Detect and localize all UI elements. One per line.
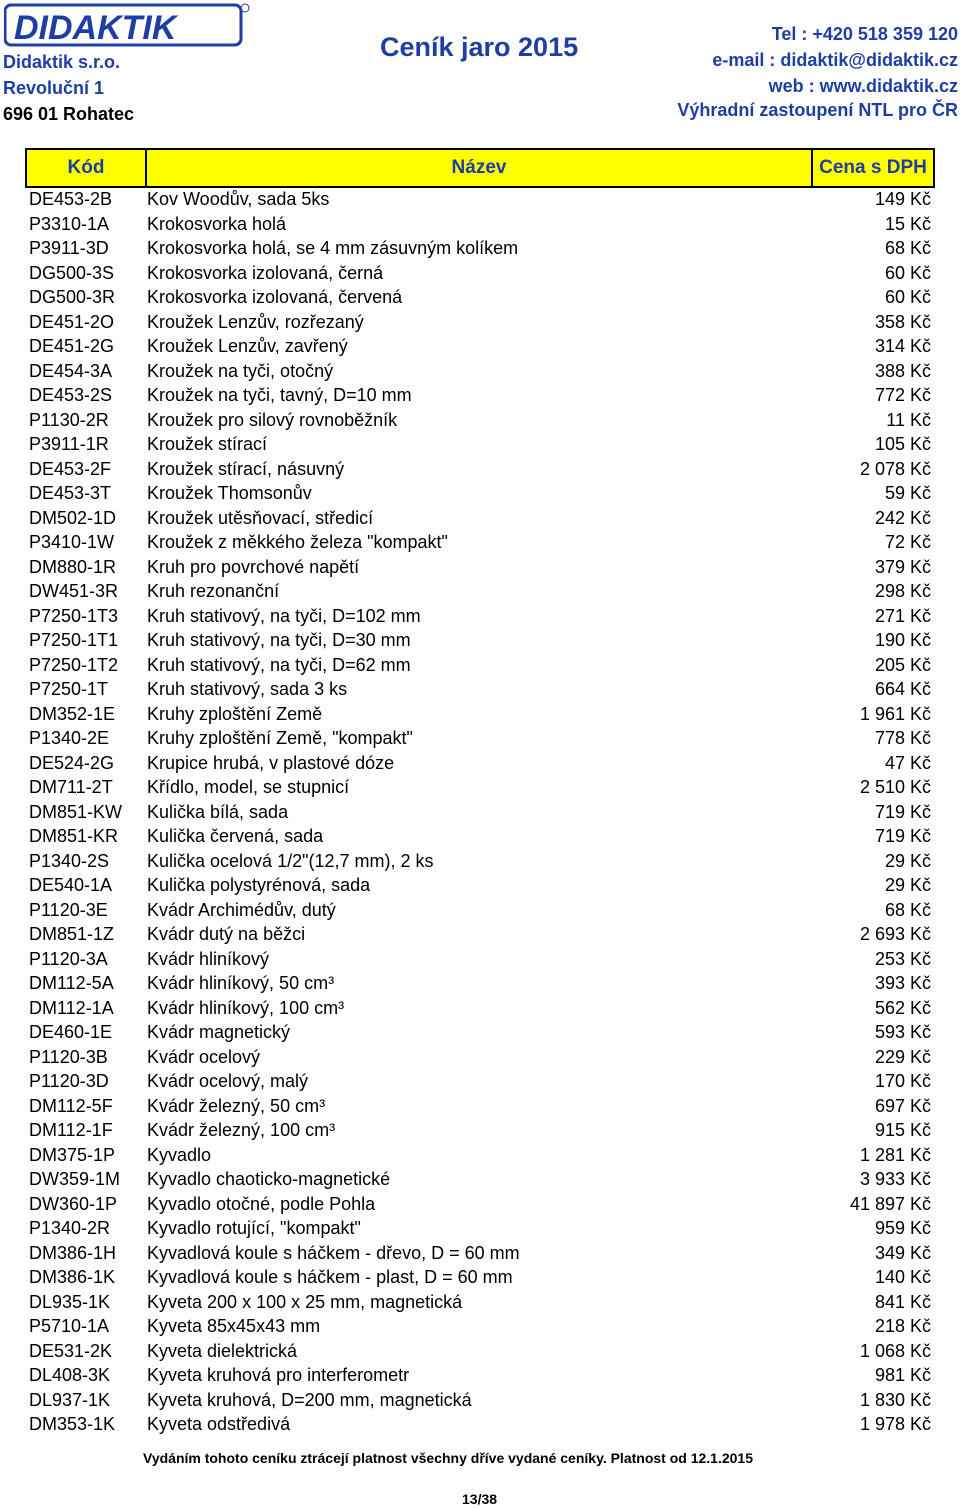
cell-code: DM112-5A <box>29 973 114 993</box>
cell-name: Křídlo, model, se stupnicí <box>147 777 350 797</box>
cell-code: P1120-3A <box>29 948 108 969</box>
table-row <box>0 359 960 384</box>
table-row <box>0 236 960 261</box>
cell-price: 47 Kč <box>884 752 931 773</box>
cell-name: Kvádr ocelový, malý <box>147 1071 309 1091</box>
cell-code: DM711-2T <box>29 777 113 797</box>
table-row <box>0 1388 960 1413</box>
cell-price: 253 Kč <box>874 948 931 969</box>
cell-name: Kruh stativový, na tyči, D=102 mm <box>147 605 421 626</box>
cell-name: Kruh rezonanční <box>147 581 280 601</box>
cell-price: 271 Kč <box>874 605 931 626</box>
cell-code: DM851-1Z <box>29 924 115 944</box>
cell-code: P1340-2S <box>29 850 110 871</box>
cell-code: P7250-1T <box>29 679 109 699</box>
cell-name: Krokosvorka izolovaná, červená <box>147 287 403 307</box>
cell-price: 29 Kč <box>884 875 931 895</box>
column-header-code: Kód <box>27 150 147 186</box>
cell-name: Kyvadlo rotující, "kompakt" <box>147 1218 361 1238</box>
cell-code: DE453-2B <box>29 189 113 209</box>
table-row <box>0 628 960 653</box>
cell-name: Kruhy zploštění Země, "kompakt" <box>147 728 413 748</box>
cell-name: Kroužek utěsňovací, středicí <box>147 507 374 528</box>
cell-name: Kulička bílá, sada <box>147 801 289 822</box>
contact-phone: Tel : +420 518 359 120 <box>771 24 958 44</box>
contact-email[interactable]: e-mail : didaktik@didaktik.cz <box>712 50 958 70</box>
table-row <box>0 726 960 751</box>
cell-code: DM375-1P <box>29 1144 116 1165</box>
table-row <box>0 898 960 923</box>
table-row <box>0 432 960 457</box>
cell-code: DE453-2S <box>29 385 113 405</box>
cell-name: Kyveta 200 x 100 x 25 mm, magnetická <box>147 1291 463 1312</box>
cell-price: 190 Kč <box>874 630 931 650</box>
cell-price: 68 Kč <box>884 238 931 258</box>
cell-code: DW360-1P <box>29 1193 118 1214</box>
table-row <box>0 1020 960 1045</box>
cell-code: DE460-1E <box>29 1022 113 1042</box>
cell-code: DM112-1F <box>29 1120 113 1140</box>
table-row <box>0 481 960 506</box>
cell-name: Kulička polystyrénová, sada <box>147 875 371 895</box>
cell-code: P7250-1T3 <box>29 605 119 626</box>
cell-price: 41 897 Kč <box>849 1193 931 1214</box>
column-header-name: Název <box>147 150 813 186</box>
table-row <box>0 1241 960 1266</box>
logo-graphic <box>4 2 250 48</box>
cell-code: DE524-2G <box>29 752 115 773</box>
company-name: Didaktik s.r.o. <box>3 52 121 72</box>
cell-code: DM386-1H <box>29 1242 117 1263</box>
cell-price: 1 978 Kč <box>859 1414 931 1434</box>
cell-price: 358 Kč <box>874 311 931 332</box>
cell-name: Kulička ocelová 1/2"(12,7 mm), 2 ks <box>147 850 434 871</box>
table-row <box>0 187 960 212</box>
table-row <box>0 1143 960 1168</box>
cell-name: Kvádr hliníkový <box>147 948 270 969</box>
table-row <box>0 261 960 286</box>
cell-code: DM851-KW <box>29 801 123 822</box>
cell-name: Kroužek na tyči, tavný, D=10 mm <box>147 385 412 405</box>
cell-code: DE531-2K <box>29 1340 113 1361</box>
cell-price: 1 830 Kč <box>859 1389 931 1410</box>
cell-code: DL408-3K <box>29 1365 111 1385</box>
cell-name: Kyveta odstředivá <box>147 1414 291 1434</box>
cell-price: 11 Kč <box>886 409 931 430</box>
cell-name: Kvádr Archimédův, dutý <box>147 899 336 920</box>
cell-name: Krupice hrubá, v plastové dóze <box>147 752 395 773</box>
cell-price: 778 Kč <box>874 728 931 748</box>
cell-price: 393 Kč <box>874 973 931 993</box>
table-row <box>0 555 960 580</box>
table-row <box>0 506 960 531</box>
cell-name: Kroužek stírací, násuvný <box>147 458 345 479</box>
cell-price: 664 Kč <box>874 679 931 699</box>
cell-code: P1130-2R <box>29 409 109 430</box>
cell-code: DW359-1M <box>29 1169 121 1189</box>
cell-code: DE540-1A <box>29 875 113 895</box>
table-row <box>0 1118 960 1143</box>
cell-code: DM112-1A <box>29 997 114 1018</box>
cell-code: P1340-2R <box>29 1218 111 1238</box>
cell-name: Kvádr hliníkový, 50 cm³ <box>147 973 335 993</box>
cell-code: DE453-3T <box>29 483 112 503</box>
cell-name: Kroužek pro silový rovnoběžník <box>147 409 398 430</box>
page-number-text: 13/38 <box>462 1491 498 1507</box>
cell-price: 719 Kč <box>874 801 931 822</box>
cell-name: Kvádr hliníkový, 100 cm³ <box>147 997 345 1018</box>
cell-price: 697 Kč <box>874 1095 931 1116</box>
cell-name: Kroužek Lenzův, zavřený <box>147 336 348 356</box>
cell-code: P5710-1A <box>29 1316 110 1336</box>
cell-price: 218 Kč <box>874 1316 931 1336</box>
cell-code: P3410-1W <box>29 532 115 552</box>
table-row <box>0 530 960 555</box>
cell-name: Kroužek stírací <box>147 434 268 454</box>
cell-price: 3 933 Kč <box>859 1169 931 1189</box>
didaktik-logo <box>4 2 250 48</box>
cell-name: Kruh stativový, na tyči, D=62 mm <box>147 654 411 675</box>
cell-name: Kyvadlo otočné, podle Pohla <box>147 1193 376 1214</box>
cell-code: P3911-1R <box>29 434 109 454</box>
table-row <box>0 1290 960 1315</box>
cell-name: Kroužek na tyči, otočný <box>147 360 334 381</box>
cell-code: P3310-1A <box>29 213 110 234</box>
cell-code: DE451-2O <box>29 311 115 332</box>
cell-price: 772 Kč <box>874 385 931 405</box>
cell-code: P1340-2E <box>29 728 110 748</box>
cell-name: Kyvadlo chaoticko-magnetické <box>147 1169 391 1189</box>
cell-price: 959 Kč <box>874 1218 931 1238</box>
cell-name: Kvádr železný, 50 cm³ <box>147 1095 326 1116</box>
cell-name: Kruh stativový, na tyči, D=30 mm <box>147 630 411 650</box>
cell-code: P1120-3E <box>29 899 108 920</box>
cell-code: DL935-1K <box>29 1291 111 1312</box>
table-row <box>0 1363 960 1388</box>
cell-code: DE453-2F <box>29 458 112 479</box>
table-row <box>0 1192 960 1217</box>
cell-price: 915 Kč <box>874 1120 931 1140</box>
table-row <box>0 334 960 359</box>
cell-code: DE454-3A <box>29 360 113 381</box>
cell-name: Kyvadlová koule s háčkem - plast, D = 60 mm <box>147 1267 513 1287</box>
cell-name: Kyveta kruhová pro interferometr <box>147 1365 410 1385</box>
cell-name: Kvádr dutý na běžci <box>147 924 306 944</box>
table-row <box>0 212 960 237</box>
cell-name: Kyveta 85x45x43 mm <box>147 1316 321 1336</box>
table-row <box>0 751 960 776</box>
cell-name: Kyvadlo <box>147 1144 212 1165</box>
table-row <box>0 824 960 849</box>
cell-price: 1 961 Kč <box>859 703 931 724</box>
table-row <box>0 604 960 629</box>
cell-price: 1 068 Kč <box>859 1340 931 1361</box>
table-row <box>0 677 960 702</box>
cell-name: Kyvadlová koule s háčkem - dřevo, D = 60 mm <box>147 1242 520 1263</box>
cell-price: 242 Kč <box>874 507 931 528</box>
cell-code: DM352-1E <box>29 703 116 724</box>
cell-price: 15 Kč <box>884 213 931 234</box>
cell-price: 60 Kč <box>884 262 931 283</box>
cell-name: Kroužek Thomsonův <box>147 483 312 503</box>
cell-code: DE451-2G <box>29 336 115 356</box>
cell-price: 562 Kč <box>874 997 931 1018</box>
cell-name: Kyveta kruhová, D=200 mm, magnetická <box>147 1389 472 1410</box>
cell-price: 349 Kč <box>874 1242 931 1263</box>
table-row <box>0 653 960 678</box>
cell-code: DG500-3R <box>29 287 116 307</box>
cell-price: 719 Kč <box>874 826 931 846</box>
table-row <box>0 1094 960 1119</box>
table-row <box>0 1339 960 1364</box>
table-row <box>0 971 960 996</box>
cell-name: Kroužek z měkkého železa "kompakt" <box>147 532 448 552</box>
table-row <box>0 1412 960 1437</box>
cell-price: 314 Kč <box>874 336 931 356</box>
cell-name: Kvádr magnetický <box>147 1022 291 1042</box>
table-row <box>0 457 960 482</box>
cell-name: Krokosvorka izolovaná, černá <box>147 262 384 283</box>
table-header <box>25 148 935 188</box>
cell-code: P7250-1T2 <box>29 654 119 675</box>
price-list <box>0 187 960 1437</box>
cell-price: 140 Kč <box>874 1267 931 1287</box>
cell-price: 2 693 Kč <box>859 924 931 944</box>
page-title: Ceník jaro 2015 <box>380 32 579 62</box>
cell-name: Kyveta dielektrická <box>147 1340 298 1361</box>
table-row <box>0 383 960 408</box>
table-row <box>0 775 960 800</box>
table-row <box>0 996 960 1021</box>
cell-code: P3911-3D <box>29 238 109 258</box>
cell-code: P7250-1T1 <box>29 630 119 650</box>
table-row <box>0 947 960 972</box>
cell-code: P1120-3B <box>29 1046 108 1067</box>
table-row <box>0 922 960 947</box>
cell-name: Kruh stativový, sada 3 ks <box>147 679 348 699</box>
cell-price: 2 510 Kč <box>859 777 931 797</box>
table-row <box>0 285 960 310</box>
table-row <box>0 1216 960 1241</box>
cell-price: 59 Kč <box>884 483 931 503</box>
logo-text: DIDAKTIK <box>14 9 177 47</box>
cell-price: 2 078 Kč <box>859 458 931 479</box>
cell-price: 388 Kč <box>874 360 931 381</box>
cell-price: 149 Kč <box>874 189 931 209</box>
company-street: Revoluční 1 <box>3 78 105 98</box>
cell-price: 229 Kč <box>874 1046 931 1067</box>
cell-code: P1120-3D <box>29 1071 109 1091</box>
cell-name: Krokosvorka holá, se 4 mm zásuvným kolíkem <box>147 238 519 258</box>
table-row <box>0 1265 960 1290</box>
cell-code: DL937-1K <box>29 1389 111 1410</box>
table-row <box>0 873 960 898</box>
cell-code: DM386-1K <box>29 1267 116 1287</box>
cell-price: 841 Kč <box>874 1291 931 1312</box>
cell-price: 72 Kč <box>884 532 931 552</box>
column-header-price: Cena s DPH <box>819 157 927 178</box>
cell-code: DM851-KR <box>29 826 119 846</box>
cell-price: 981 Kč <box>874 1365 931 1385</box>
contact-web[interactable]: web : www.didaktik.cz <box>768 76 958 96</box>
table-row <box>0 408 960 433</box>
cell-code: DG500-3S <box>29 262 115 283</box>
table-row <box>0 849 960 874</box>
company-city: 696 01 Rohatec <box>3 104 135 124</box>
cell-price: 379 Kč <box>874 556 931 577</box>
table-row <box>0 579 960 604</box>
cell-price: 60 Kč <box>884 287 931 307</box>
exclusive-representation: Výhradní zastoupení NTL pro ČR <box>677 100 958 120</box>
table-row <box>0 310 960 335</box>
cell-code: DM880-1R <box>29 556 117 577</box>
table-row <box>0 1167 960 1192</box>
table-row <box>0 1045 960 1070</box>
cell-name: Kroužek Lenzův, rozřezaný <box>147 311 364 332</box>
cell-price: 205 Kč <box>874 654 931 675</box>
cell-name: Kruhy zploštění Země <box>147 703 323 724</box>
cell-code: DM502-1D <box>29 507 117 528</box>
cell-price: 68 Kč <box>884 899 931 920</box>
cell-code: DM112-5F <box>29 1095 113 1116</box>
cell-name: Krokosvorka holá <box>147 213 287 234</box>
cell-price: 298 Kč <box>874 581 931 601</box>
cell-name: Kov Woodův, sada 5ks <box>147 189 330 209</box>
validity-note-text: Vydáním tohoto ceníku ztrácejí platnost všechny dříve vydané ceníky. Platnost od 12.1.2015 <box>143 1450 753 1466</box>
table-row <box>0 702 960 727</box>
cell-name: Kruh pro povrchové napětí <box>147 556 360 577</box>
cell-price: 170 Kč <box>874 1071 931 1091</box>
cell-name: Kvádr ocelový <box>147 1046 261 1067</box>
cell-price: 105 Kč <box>874 434 931 454</box>
cell-code: DW451-3R <box>29 581 119 601</box>
cell-price: 593 Kč <box>874 1022 931 1042</box>
cell-price: 29 Kč <box>884 850 931 871</box>
table-row <box>0 1069 960 1094</box>
cell-name: Kvádr železný, 100 cm³ <box>147 1120 336 1140</box>
table-row <box>0 1314 960 1339</box>
table-row <box>0 800 960 825</box>
cell-name: Kulička červená, sada <box>147 826 324 846</box>
cell-price: 1 281 Kč <box>859 1144 931 1165</box>
cell-code: DM353-1K <box>29 1414 116 1434</box>
